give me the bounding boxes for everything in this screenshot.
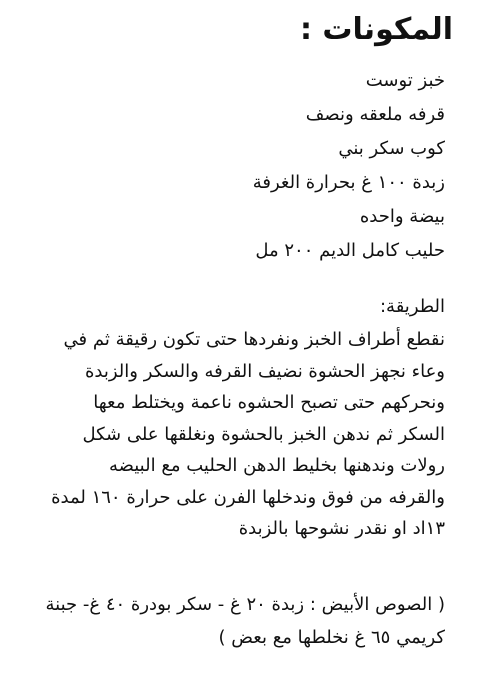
ingredients-heading: المكونات : — [299, 12, 453, 47]
method-heading: الطريقة: — [379, 296, 445, 317]
method-section — [15, 290, 445, 545]
method-text-line: والقرفه من فوق وندخلها الفرن على حرارة ١٦٠ لمدة — [51, 486, 445, 508]
ingredient-item: خبز توست — [365, 70, 445, 91]
method-text-line: ١٣اد او نقدر نشوحها بالزبدة — [238, 518, 445, 539]
method-text-line: ونحركهم حتى تصبح الحشوه ناعمة ويختلط معها — [93, 392, 445, 413]
ingredient-item: كوب سكر بني — [338, 138, 445, 159]
method-text-line: السكر ثم ندهن الخبز بالحشوة ونغلقها على شكل — [82, 423, 445, 445]
sauce-text-line: كريمي ٦٥ غ نخلطها مع بعض ) — [218, 627, 445, 648]
ingredients-list — [253, 64, 445, 268]
method-text-line: نقطع أطراف الخبز ونفردها حتى تكون رقيقة ثم في — [63, 329, 445, 350]
sauce-section — [15, 588, 445, 654]
ingredient-item: حليب كامل الديم ٢٠٠ مل — [255, 240, 445, 261]
method-text-line: رولات وندهنها بخليط الدهن الحليب مع البيضه — [108, 455, 445, 476]
ingredient-item: بيضة واحده — [359, 206, 445, 227]
sauce-text-line: ( الصوص الأبيض : زبدة ٢٠ غ - سكر بودرة ٤٠ غ- جبنة — [45, 594, 445, 615]
method-text-line: وعاء نجهز الحشوة نضيف القرفه والسكر والزبدة — [84, 360, 445, 382]
ingredient-item: قرفه ملعقه ونصف — [305, 104, 445, 125]
ingredient-item: زبدة ١٠٠ غ بحرارة الغرفة — [252, 172, 445, 193]
